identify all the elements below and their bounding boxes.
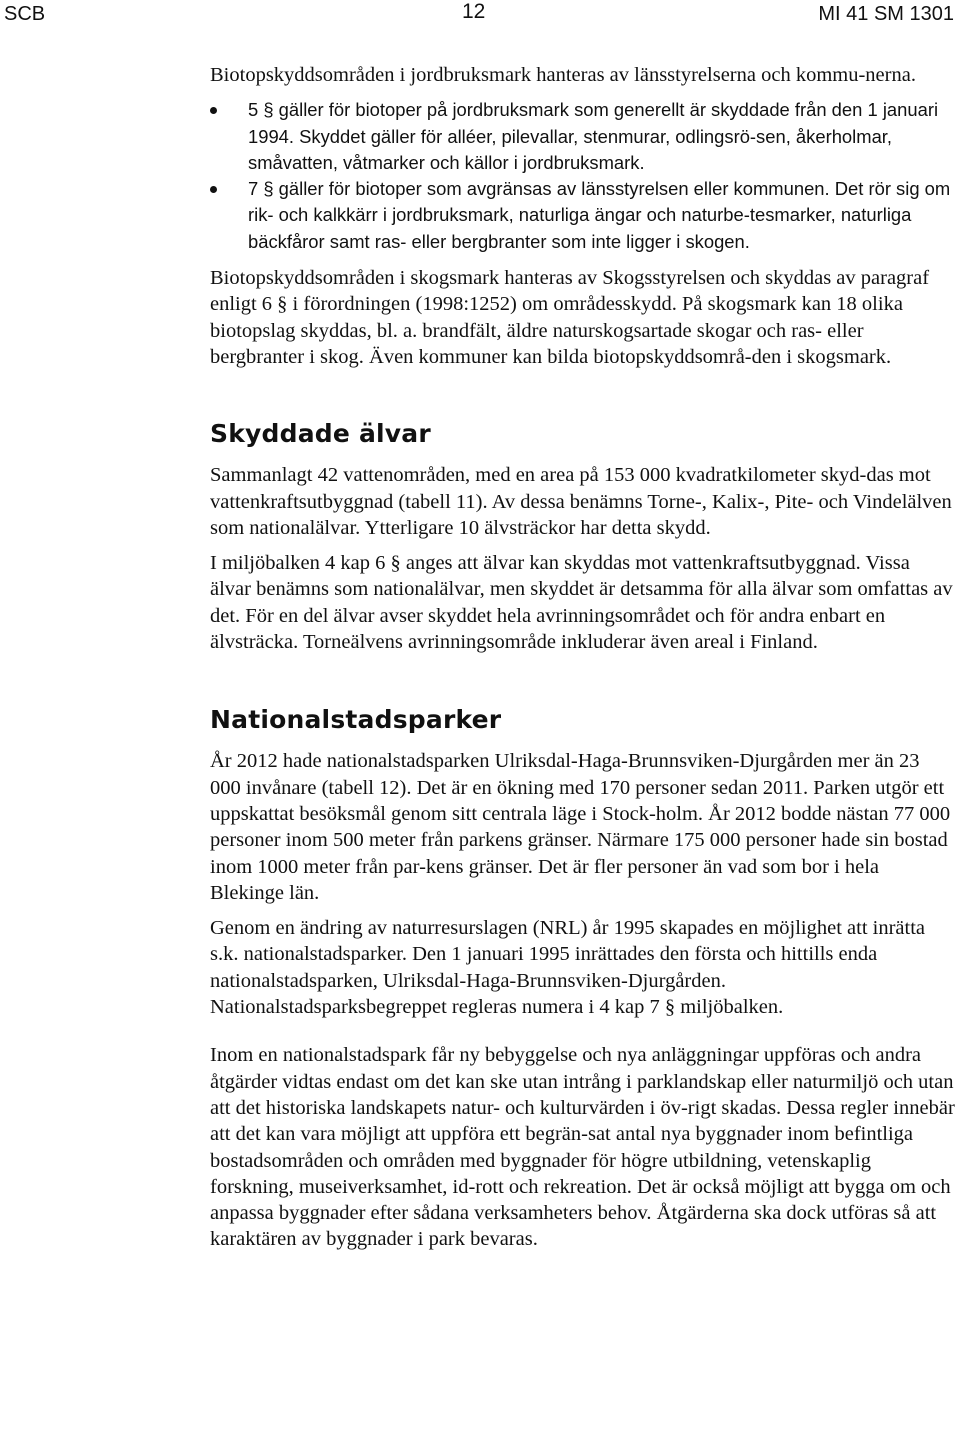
- intro-paragraph-1: Biotopskyddsområden i jordbruksmark hanteras av länsstyrelserna och kommu-nerna.: [210, 64, 916, 86]
- bullet-text: 7 § gäller för biotoper som avgränsas av länsstyrelsen eller kommunen. Det rör sig om rik- och kalkkärr i jordbruksmark, naturliga ängar och naturbe-tesmarker, naturliga bäckfåror samt ras- eller bergbranter som inte ligger i skogen.: [248, 178, 951, 252]
- national-paragraph-3: Inom en nationalstadspark får ny bebyggelse och nya anläggningar uppföras och andra åtgärder vidtas endast om det kan ske utan intrång i parklandskap eller naturmiljö och utan att det historiska landskapets natur- och kulturvärden i öv-rigt skadas. Dessa regler innebär att det kan vara möjligt att uppföra ett begrän-sat antal nya byggnader inom befintliga bostadsområden och områden med byggnader för högre utbildning, vetenskaplig forskning, museiverksamhet, id-rott och rekreation. Det är också möjligt att bygga om och anpassa byggnader efter sådana verksamheters behov. Åtgärderna ska dock utföras så att karaktären av byggnader i park bevaras.: [210, 1044, 955, 1251]
- page-number: 12: [462, 0, 486, 23]
- national-paragraph-2: Genom en ändring av naturresurslagen (NRL) år 1995 skapades en möjlighet att inrätta s.k. nationalstadsparker. Den 1 januari 1995 inrättades den första och hittills enda nationalstadsparken, Ulriksdal-Haga-Brunnsviken-Djurgården. Nationalstadsparksbegreppet regleras numera i 4 kap 7 § miljöbalken.: [210, 917, 925, 1019]
- skyddade-paragraph-1: Sammanlagt 42 vattenområden, med en area på 153 000 kvadratkilometer skyd-das mot vattenkraftsutbyggnad (tabell 11). Av dessa benämns Torne-, Kalix-, Pite- och Vindelälven som nationalälvar. Ytterligare 10 älvsträckor har detta skydd.: [210, 464, 952, 539]
- page-header: [0, 0, 960, 30]
- intro-bullet-list: [210, 97, 955, 255]
- section-heading-nationalstadsparker: Nationalstadsparker: [210, 705, 502, 735]
- bullet-text: 5 § gäller för biotoper på jordbruksmark som generellt är skyddade från den 1 januari 1994. Skyddet gäller för alléer, pilevallar, stenmurar, odlingsrö-sen, åkerholmar, småvatten, våtmarker och källor i jordbruksmark.: [248, 99, 939, 173]
- section-heading-skyddade-alvar: Skyddade älvar: [210, 419, 431, 449]
- list-item: [210, 97, 955, 176]
- page-body: [210, 62, 955, 1253]
- header-org: SCB: [4, 3, 46, 25]
- intro-paragraph-2: Biotopskyddsområden i skogsmark hanteras av Skogsstyrelsen och skyddas av paragraf enligt 6 § i förordningen (1998:1252) om områdesskydd. På skogsmark kan 18 olika biotopslag skyddas, bl. a. brandfält, äldre naturskogsartade skogar och ras- eller bergbranter i skog. Även kommuner kan bilda biotopskyddsområ-den i skogsmark.: [210, 267, 930, 368]
- national-paragraph-1: År 2012 hade nationalstadsparken Ulriksdal-Haga-Brunnsviken-Djurgården mer än 23 000 invånare (tabell 12). Det är en ökning med 170 personer sedan 2011. Parken utgör ett uppskattat besöksmål genom sitt centrala läge i Stock-holm. År 2012 bodde nästan 77 000 personer inom 500 meter från parkens gränser. Närmare 175 000 personer hade sin bostad inom 1000 meter från par-kens gränser. Det är fler personer än vad som bor i hela Blekinge län.: [210, 750, 951, 904]
- skyddade-paragraph-2: I miljöbalken 4 kap 6 § anges att älvar kan skyddas mot vattenkraftsutbyggnad. Vissa älvar benämns som nationalälvar, men skyddet är detsamma för alla älvar som omfattas av det. För en del älvar avser skyddet hela avrinningsområdet och för andra enbart en älvsträcka. Torneälvens avrinningsområde inkluderar även areal i Finland.: [210, 552, 953, 654]
- bullet-icon: [210, 107, 217, 114]
- bullet-icon: [210, 186, 217, 193]
- list-item: [210, 176, 955, 255]
- report-code: MI 41 SM 1301: [818, 3, 954, 25]
